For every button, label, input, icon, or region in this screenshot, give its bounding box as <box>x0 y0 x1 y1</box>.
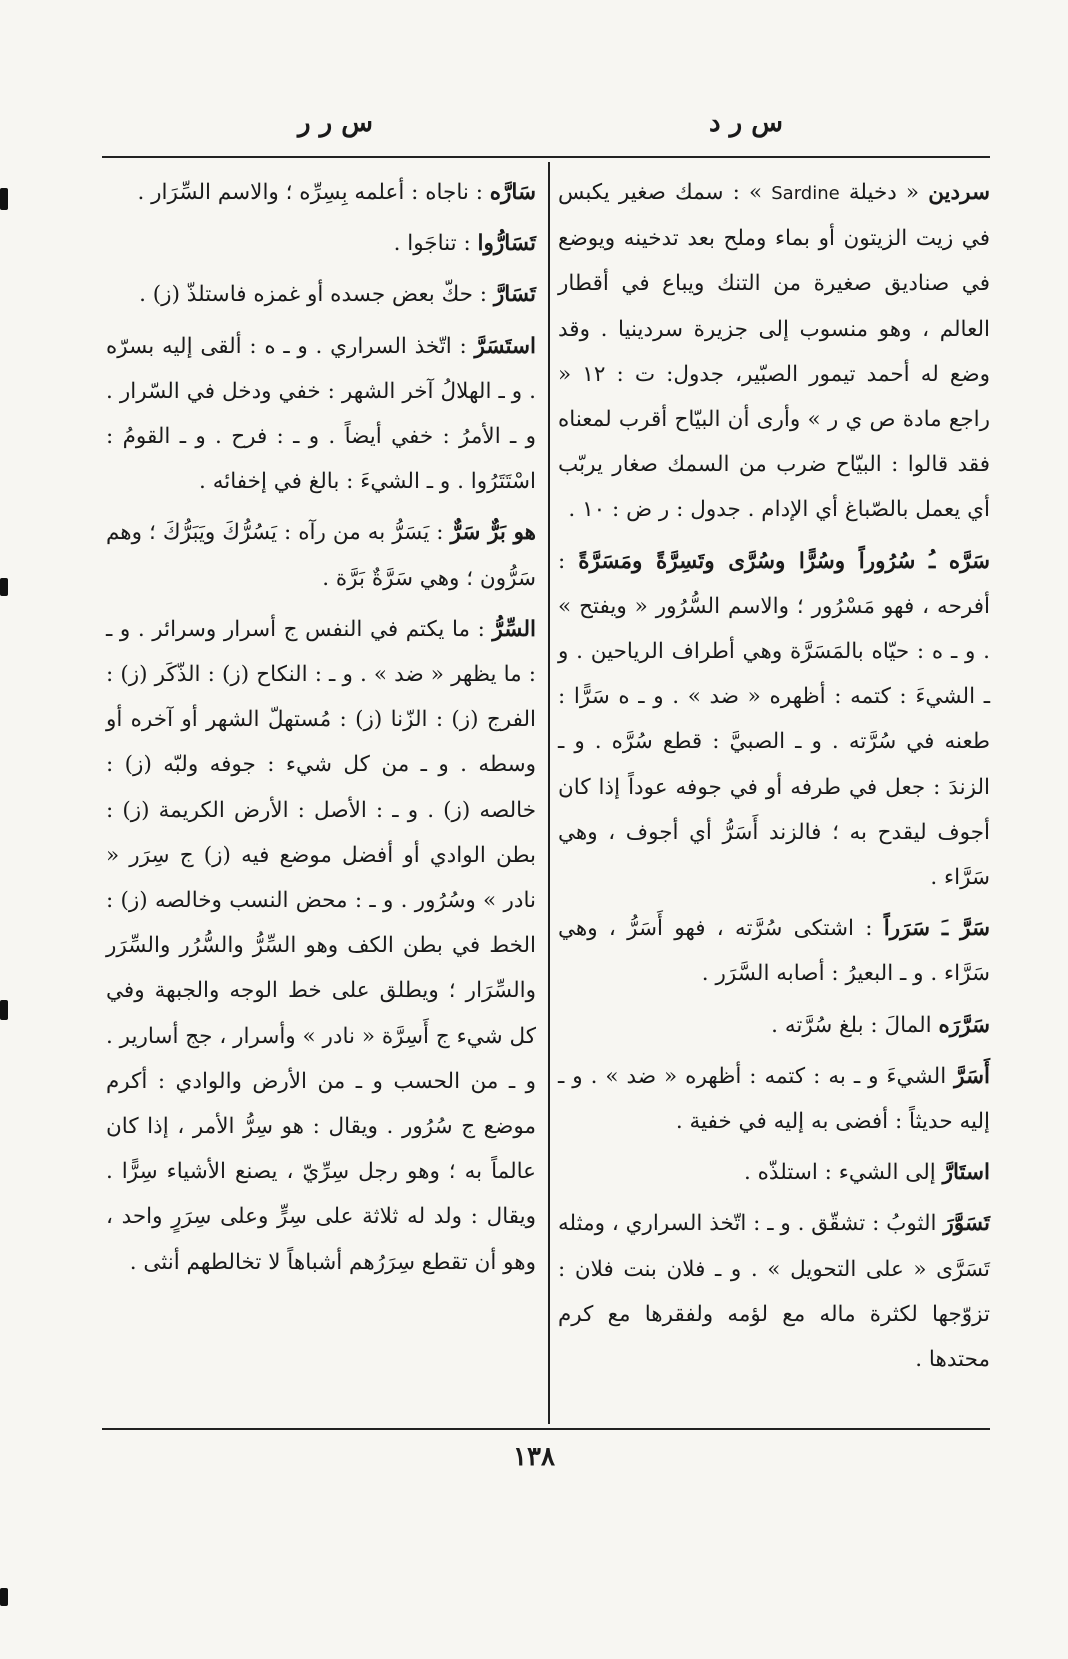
entry-sardine <box>558 170 990 533</box>
entry-text: « دخيلة <box>839 180 929 205</box>
entry-barr-sarr <box>106 510 536 600</box>
entry-headword: سردين <box>928 180 990 205</box>
scan-edge-mark <box>0 1000 8 1020</box>
entry-asarra <box>558 1054 990 1144</box>
column-divider <box>548 162 550 1424</box>
entry-headword: استَسَرَّ <box>474 333 536 359</box>
entry-headword: سَارَّه <box>489 180 536 205</box>
scan-edge-mark <box>0 188 8 210</box>
entry-text: : يَسَرُّ به من رآه : يَسُرُّكَ ويَبَرُّكَ ؛ وهم سَرُّون ؛ وهي سَرَّةٌ بَرَّة . <box>106 520 536 591</box>
page-number: ١٣٨ <box>513 1442 555 1472</box>
entry-headword: سَرَّه ـُ سُرُوراً وسُرًّا وسُرَّى وتَسِرَّةً ومَسَرَّةً <box>578 548 990 574</box>
entry-text: : تناجَوا . <box>393 231 478 257</box>
entry-text: : أفرحه ، فهو مَسْرُور ؛ والاسم السُّرُور « ويفتح » . و ـ ه : حيّاه بالمَسَرَّة وهي أطراف الرياحين . و ـ الشيءَ : كتمه : أظهره « ضد » . و ـ ه سَرًّا : طعنه في سُرَّته . و ـ الصبيَّ : قطع سُرَّه . و ـ الزندَ : جعل في طرفه أو في جوفه عوداً إذا كان أجوف ليقدح به ؛ فالزند أَسَرُّ أي أجوف ، وهي سَرَّاء . <box>558 548 990 891</box>
entry-text: : حكّ بعض جسده أو غمزه فاستلذّ (ز) . <box>139 282 494 308</box>
entry-istarra <box>558 1150 990 1195</box>
entry-sarrarahu <box>558 1003 990 1048</box>
scan-edge-mark <box>0 1588 8 1606</box>
entry-headword: تَسَوَّرَ <box>943 1211 990 1237</box>
entry-headword: سَرَّ ـَ سَرَراً <box>883 916 990 942</box>
entry-headword: استَارَّ <box>942 1160 990 1186</box>
entry-headword: تَسَارُّوا <box>477 231 536 257</box>
entry-sarrahu <box>558 539 990 901</box>
entry-headword: تَسَارَّ <box>493 282 536 308</box>
entry-text: : اشتكى سُرَّته ، فهو أَسَرُّ ، وهي سَرَّاء . و ـ البعيرُ : أصابه السَّرَر . <box>558 916 990 987</box>
bottom-rule <box>102 1428 990 1430</box>
entry-sarra-sararan <box>558 906 990 996</box>
entry-istasarra <box>106 324 536 505</box>
entry-tasaarra <box>106 272 536 317</box>
left-column <box>106 170 536 1285</box>
entry-text: الشيءَ و ـ به : كتمه : أظهره « ضد » . و ـ إليه حديثاً : أفضى به إليه في خفية . <box>558 1063 990 1135</box>
header-left-root: س ر ر <box>298 108 373 138</box>
entry-headword: هو بَرٌّ سَرٌّ <box>450 520 537 546</box>
entry-text: : ناجاه : أعلمه بِسِرِّه ؛ والاسم السِّرَار . <box>137 180 490 205</box>
entry-text: » : سمك صغير يكبس في زيت الزيتون أو بماء وملح بعد تدخينه ويوضع في صناديق صغيرة من التنك ويباع في أقطار العالم ، وهو منسوب إلى جزيرة سردينيا . وقد وضع له أحمد تيمور الصبّير، جدول: ت : ١٢ « راجع مادة ص ي ر » وأرى أن البيّاح أقرب لمعناه فقد قالوا : البيّاح ضرب من السمك صغار يربّب أي يعمل بالصّباغ أي الإدام . جدول : ر ض : ١٠ . <box>558 180 990 523</box>
entry-tasawwara <box>558 1201 990 1382</box>
scan-edge-mark <box>0 578 8 596</box>
entry-text: المالَ : بلغ سُرَّته . <box>771 1012 939 1038</box>
latin-term: Sardine <box>771 183 840 204</box>
entry-saarrahu <box>106 170 536 215</box>
right-column <box>558 170 990 1382</box>
top-rule <box>102 156 990 158</box>
header-right-root: س ر د <box>709 108 783 138</box>
entry-headword: سَرَّرَه <box>938 1012 990 1038</box>
entry-text: الثوبُ : تشقّق . و ـ : اتّخذ السراري ، ومثله تَسَرَّى « على التحويل » . و ـ فلان بنت فلان : تزوّجها لكثرة ماله مع لؤمه ولفقرها مع كرم محتدها . <box>557 1211 990 1373</box>
entry-headword: أَسَرَّ <box>954 1063 990 1089</box>
entry-text: : ما يكتم في النفس ج أسرار وسرائر . و ـ : ما يظهر « ضد » . و ـ : النكاح (ز) : الذّكَر (ز) : الفرج (ز) : الزّنا (ز) : مُستهلّ الشهر أو آخره أو وسطه . و ـ من كل شيء : جوفه ولبّه (ز) : خالصه (ز) . و ـ : الأصل : الأرض الكريمة (ز) : بطن الوادي أو أفضل موضع فيه (ز) ج سِرَر « نادر » وسُرُور . و ـ : محض النسب وخالصه (ز) : الخط في بطن الكف وهو السِّرُّ والسُّرُر والسِّرَر والسِّرَار ؛ ويطلق على خط الوجه والجبهة وفي كل شيء ج أَسِرَّة « نادر » وأسرار ، جج أسارير . و ـ من الحسب و ـ من الأرض والوادي : أكرم موضع ج سُرُور . ويقال : هو سِرُّ الأمر ، إذا كان عالماً به ؛ وهو رجل سِرِّيّ ، يصنع الأشياء سِرًّا . ويقال : ولد له ثلاثة على سِرٍّ وعلى سِرَرٍ واحد ، وهو أن تقطع سِرَرُهم أشباهاً لا تخالطهم أنثى . <box>106 616 536 1275</box>
entry-tasaarruu <box>106 221 536 266</box>
entry-assirr <box>106 607 536 1285</box>
entry-text: : اتّخذ السراري . و ـ ه : ألقى إليه بسرّه . و ـ الهلالُ آخر الشهر : خفي ودخل في السّرار . و ـ الأمرُ : خفي أيضاً . و ـ : فرح . و ـ القومُ : اسْتَتَرُوا . و ـ الشيءَ : بالغ في إخفائه . <box>106 333 536 495</box>
entry-headword: السِّرُّ <box>492 616 536 642</box>
entry-text: إلى الشيء : استلذّه . <box>744 1160 943 1186</box>
